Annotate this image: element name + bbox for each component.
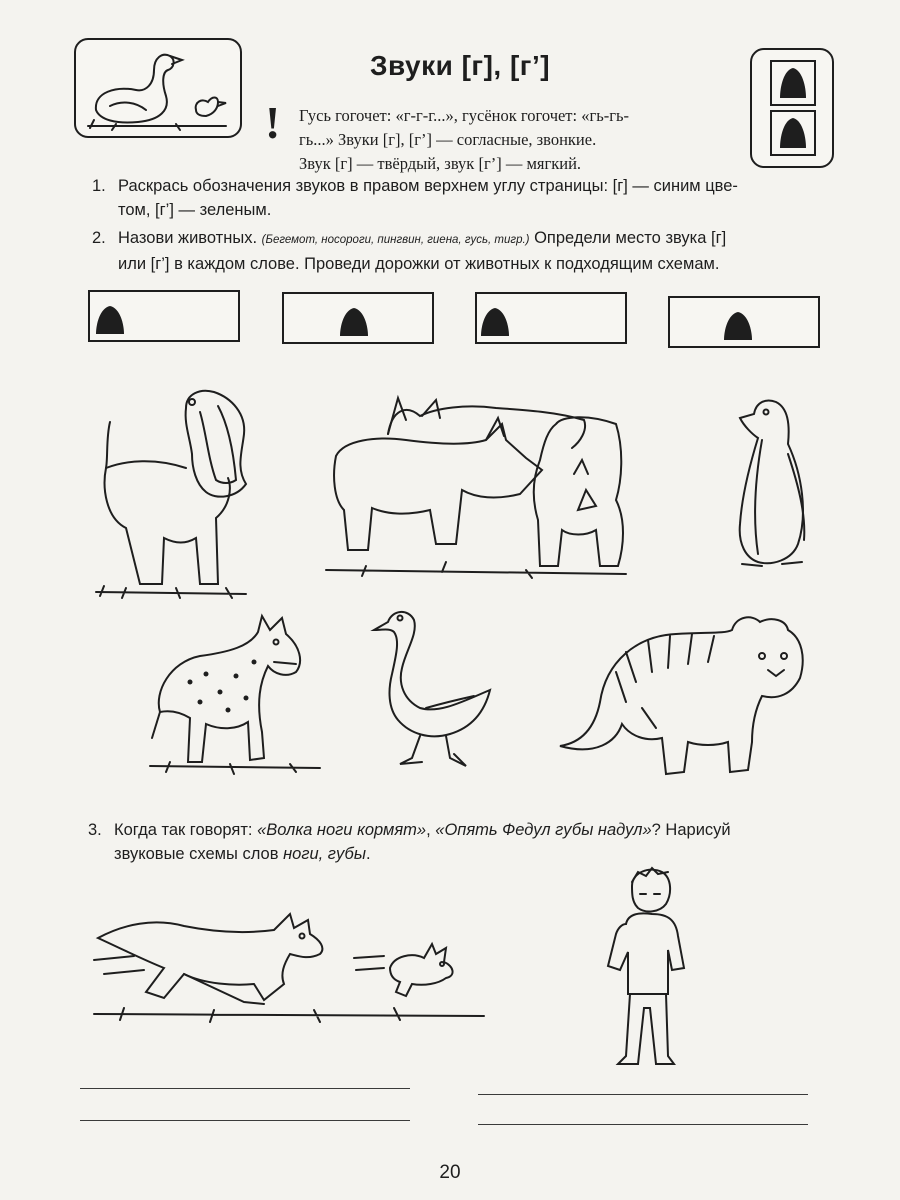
task-text: Назови животных. (118, 229, 258, 247)
sound-symbol-hard (770, 60, 816, 106)
answer-line[interactable] (478, 1094, 808, 1095)
answer-line[interactable] (478, 1124, 808, 1125)
goose-illustration (76, 40, 240, 136)
task-number: 3. (88, 821, 102, 839)
task-hint: (Бегемот, носороги, пингвин, гиена, гусь, тигр.) (261, 234, 530, 246)
bell-icon (772, 112, 814, 154)
task-text: . (365, 845, 371, 863)
rhinos-drawing (326, 390, 636, 580)
task-text: , (426, 821, 431, 839)
task-number: 1. (92, 177, 106, 195)
bell-icon (340, 308, 368, 336)
task-text: Когда так говорят: (114, 821, 253, 839)
tiger-drawing (556, 612, 816, 782)
task-2 (92, 226, 832, 276)
answer-line[interactable] (80, 1120, 410, 1121)
page-number: 20 (439, 1162, 461, 1183)
task-3 (88, 818, 838, 868)
sound-schema-4[interactable] (668, 296, 820, 348)
hyena-drawing (150, 612, 330, 777)
task-text: ? Нарисуй (651, 821, 731, 839)
boy-drawing (598, 866, 698, 1076)
task-text: Определи место звука [г] (534, 229, 727, 247)
goose-drawing (370, 604, 500, 774)
task-text: звуковые схемы слов (114, 845, 279, 863)
rule-line: Гусь гогочет: «г-г-г...», гусёнок гогочет: «гь-гь- (299, 106, 630, 125)
task-number: 2. (92, 229, 106, 247)
task-1 (92, 174, 832, 224)
sound-schema-1[interactable] (88, 290, 240, 342)
page-title: Звуки [г], [г’] (369, 50, 551, 81)
task-text: или [г’] в каждом слове. Проведи дорожки от животных к подходящим схемам. (118, 255, 720, 273)
bell-icon (481, 308, 509, 336)
hippo-drawing (96, 388, 256, 598)
bell-icon (96, 306, 124, 334)
sound-schema-3[interactable] (475, 292, 627, 344)
task-words: ноги, губы (283, 845, 366, 863)
exclamation-mark: ! (265, 97, 281, 148)
task-text: том, [г’] — зеленым. (118, 201, 272, 219)
answer-line[interactable] (80, 1088, 410, 1089)
penguin-drawing (732, 394, 812, 574)
sound-symbol-soft (770, 110, 816, 156)
sound-symbols-frame (750, 48, 834, 168)
proverb-1: «Волка ноги кормят» (257, 821, 427, 839)
bell-icon (724, 312, 752, 340)
sound-schema-2[interactable] (282, 292, 434, 344)
goose-illustration-frame (74, 38, 242, 138)
wolf-and-hare-drawing (94, 904, 494, 1028)
rule-line: Звук [г] — твёрдый, звук [г’] — мягкий. (299, 154, 582, 173)
proverb-2: «Опять Федул губы надул» (435, 821, 652, 839)
rule-line: гь...» Звуки [г], [г’] — согласные, звонкие. (299, 130, 597, 149)
bell-icon (772, 62, 814, 104)
task-text: Раскрась обозначения звуков в правом верхнем углу страницы: [г] — синим цве- (118, 177, 738, 195)
